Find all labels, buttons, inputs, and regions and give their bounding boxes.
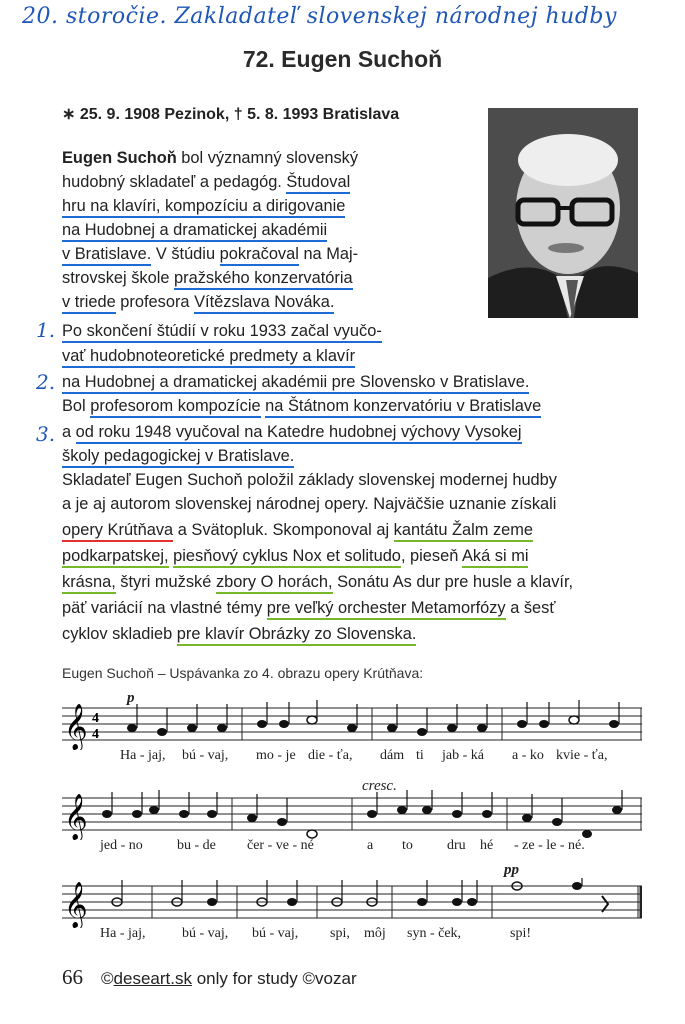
text-line: päť variácií na vlastné témy pre veľký orchester Metamorfózy a šesť bbox=[62, 595, 556, 622]
svg-text:4: 4 bbox=[92, 727, 99, 742]
dynamic-marking: cresc. bbox=[362, 778, 397, 794]
handwritten-heading: 20. storočie. Zakladateľ slovenskej národnej hudby bbox=[22, 4, 617, 29]
svg-text:4: 4 bbox=[92, 711, 99, 726]
text-line: hudobný skladateľ a pedagóg. Študoval bbox=[62, 169, 350, 196]
text-line: podkarpatskej, piesňový cyklus Nox et solitudo, pieseň Aká si mi bbox=[62, 543, 528, 570]
staff-lines-1 bbox=[62, 700, 642, 750]
composer-portrait bbox=[488, 108, 638, 318]
text-line bbox=[62, 343, 355, 370]
text-line: a je aj autorom slovenskej národnej opery. Najväčšie uznanie získali bbox=[62, 495, 557, 513]
text-line: krásna, štyri mužské zbory O horách, Sonátu As dur pre husle a klavír, bbox=[62, 569, 573, 596]
underline-green: podkarpatskej, bbox=[62, 547, 169, 568]
underline-blue: od roku 1948 vyučoval na Katedre hudobnej výchovy Vysokej bbox=[76, 423, 522, 444]
handwritten-marker-1: 1. bbox=[36, 318, 56, 342]
dynamic-marking: p bbox=[127, 690, 135, 706]
underline-blue: v triede bbox=[62, 293, 116, 314]
underline-green: krásna, bbox=[62, 573, 116, 594]
underline-blue: pokračoval bbox=[220, 245, 299, 266]
svg-text:𝄞: 𝄞 bbox=[64, 794, 88, 840]
underline-blue: vať hudobnoteoretické predmety a klavír bbox=[62, 347, 355, 368]
text-line: v triede profesora Vítězslava Nováka. bbox=[62, 289, 334, 316]
site-link[interactable]: deseart.sk bbox=[113, 969, 192, 988]
underline-blue: Po skončení štúdií v roku 1933 začal vyučo- bbox=[62, 322, 382, 343]
page-footer: 66 ©deseart.sk only for study ©vozar bbox=[62, 965, 357, 989]
music-staff-2: 𝄞 cresc. jed - no bu - de čer - ve - né a to dru hé - ze - le - né. bbox=[62, 790, 642, 860]
underline-blue: hru na klavíri, kompozíciu a dirigovanie bbox=[62, 197, 345, 218]
underline-blue: Študoval bbox=[286, 173, 350, 194]
dynamic-marking: pp bbox=[504, 862, 519, 878]
text-line: opery Krútňava a Svätopluk. Skomponoval aj kantátu Žalm zeme bbox=[62, 517, 533, 544]
underline-blue: na Štátnom konzervatóriu v Bratislave bbox=[265, 397, 541, 418]
text-line bbox=[62, 193, 345, 220]
handwritten-marker-3: 3. bbox=[36, 422, 56, 446]
underline-green: pre klavír Obrázky zo Slovenska. bbox=[177, 625, 417, 646]
text-line: a od roku 1948 vyučoval na Katedre hudobnej výchovy Vysokej bbox=[62, 419, 522, 446]
underline-green: pre veľký orchester Metamorfózy bbox=[267, 599, 506, 620]
svg-text:𝄞: 𝄞 bbox=[64, 882, 88, 928]
underline-blue: pražského konzervatória bbox=[174, 269, 353, 290]
text-line bbox=[62, 217, 327, 244]
underline-green: piesňový cyklus Nox et solitudo bbox=[173, 547, 401, 568]
staff-lines-2 bbox=[62, 790, 642, 840]
underline-green: kantátu Žalm zeme bbox=[394, 521, 533, 542]
underline-blue: na Hudobnej a dramatickej akadémii pre Slovensko v Bratislave. bbox=[62, 373, 529, 394]
underline-blue: školy pedagogickej v Bratislave. bbox=[62, 447, 294, 468]
text-line: v Bratislave. V štúdiu pokračoval na Maj- bbox=[62, 241, 358, 268]
underline-green: Aká si mi bbox=[462, 547, 528, 568]
underline-blue: na Hudobnej a dramatickej akadémii bbox=[62, 221, 327, 242]
svg-text:𝄞: 𝄞 bbox=[64, 704, 88, 750]
page-title: 72. Eugen Suchoň bbox=[242, 46, 443, 72]
text-line: strovskej škole pražského konzervatória bbox=[62, 265, 353, 292]
text-line: Eugen Suchoň bol významný slovenský bbox=[62, 149, 359, 167]
underline-blue: profesorom kompozície bbox=[90, 397, 260, 418]
score-caption: Eugen Suchoň – Uspávanka zo 4. obrazu opery Krútňava: bbox=[62, 665, 424, 681]
underline-blue: v Bratislave. bbox=[62, 245, 151, 266]
underline-green: zbory O horách, bbox=[216, 573, 333, 594]
birth-death-dates: ∗ 25. 9. 1908 Pezinok, † 5. 8. 1993 Bratislava bbox=[62, 106, 400, 123]
music-staff-3: 𝄞 pp Ha - jaj, bú - vaj, bú - vaj, spi, môj syn - ček, spi! bbox=[62, 878, 642, 948]
page-number: 66 bbox=[62, 965, 83, 989]
music-staff-1: 𝄞 4 4 p Ha - jaj, bú - vaj, mo - je die - ťa, dám ti jab - ká a - ko kvie - ťa, bbox=[62, 700, 642, 770]
text-line: Bol profesorom kompozície na Štátnom konzervatóriu v Bratislave bbox=[62, 393, 541, 420]
composer-name: Eugen Suchoň bbox=[62, 149, 177, 167]
underline-red: opery Krútňava bbox=[62, 521, 173, 542]
handwritten-marker-2: 2. bbox=[36, 370, 56, 394]
text-line bbox=[62, 443, 294, 470]
text-line: Skladateľ Eugen Suchoň položil základy slovenskej modernej hudby bbox=[62, 471, 557, 489]
text-line bbox=[62, 369, 529, 396]
underline-blue: Vítězslava Nováka. bbox=[194, 293, 334, 314]
text-line: cyklov skladieb pre klavír Obrázky zo Slovenska. bbox=[62, 621, 416, 648]
staff-lines-3 bbox=[62, 878, 642, 928]
text-line bbox=[62, 318, 382, 345]
